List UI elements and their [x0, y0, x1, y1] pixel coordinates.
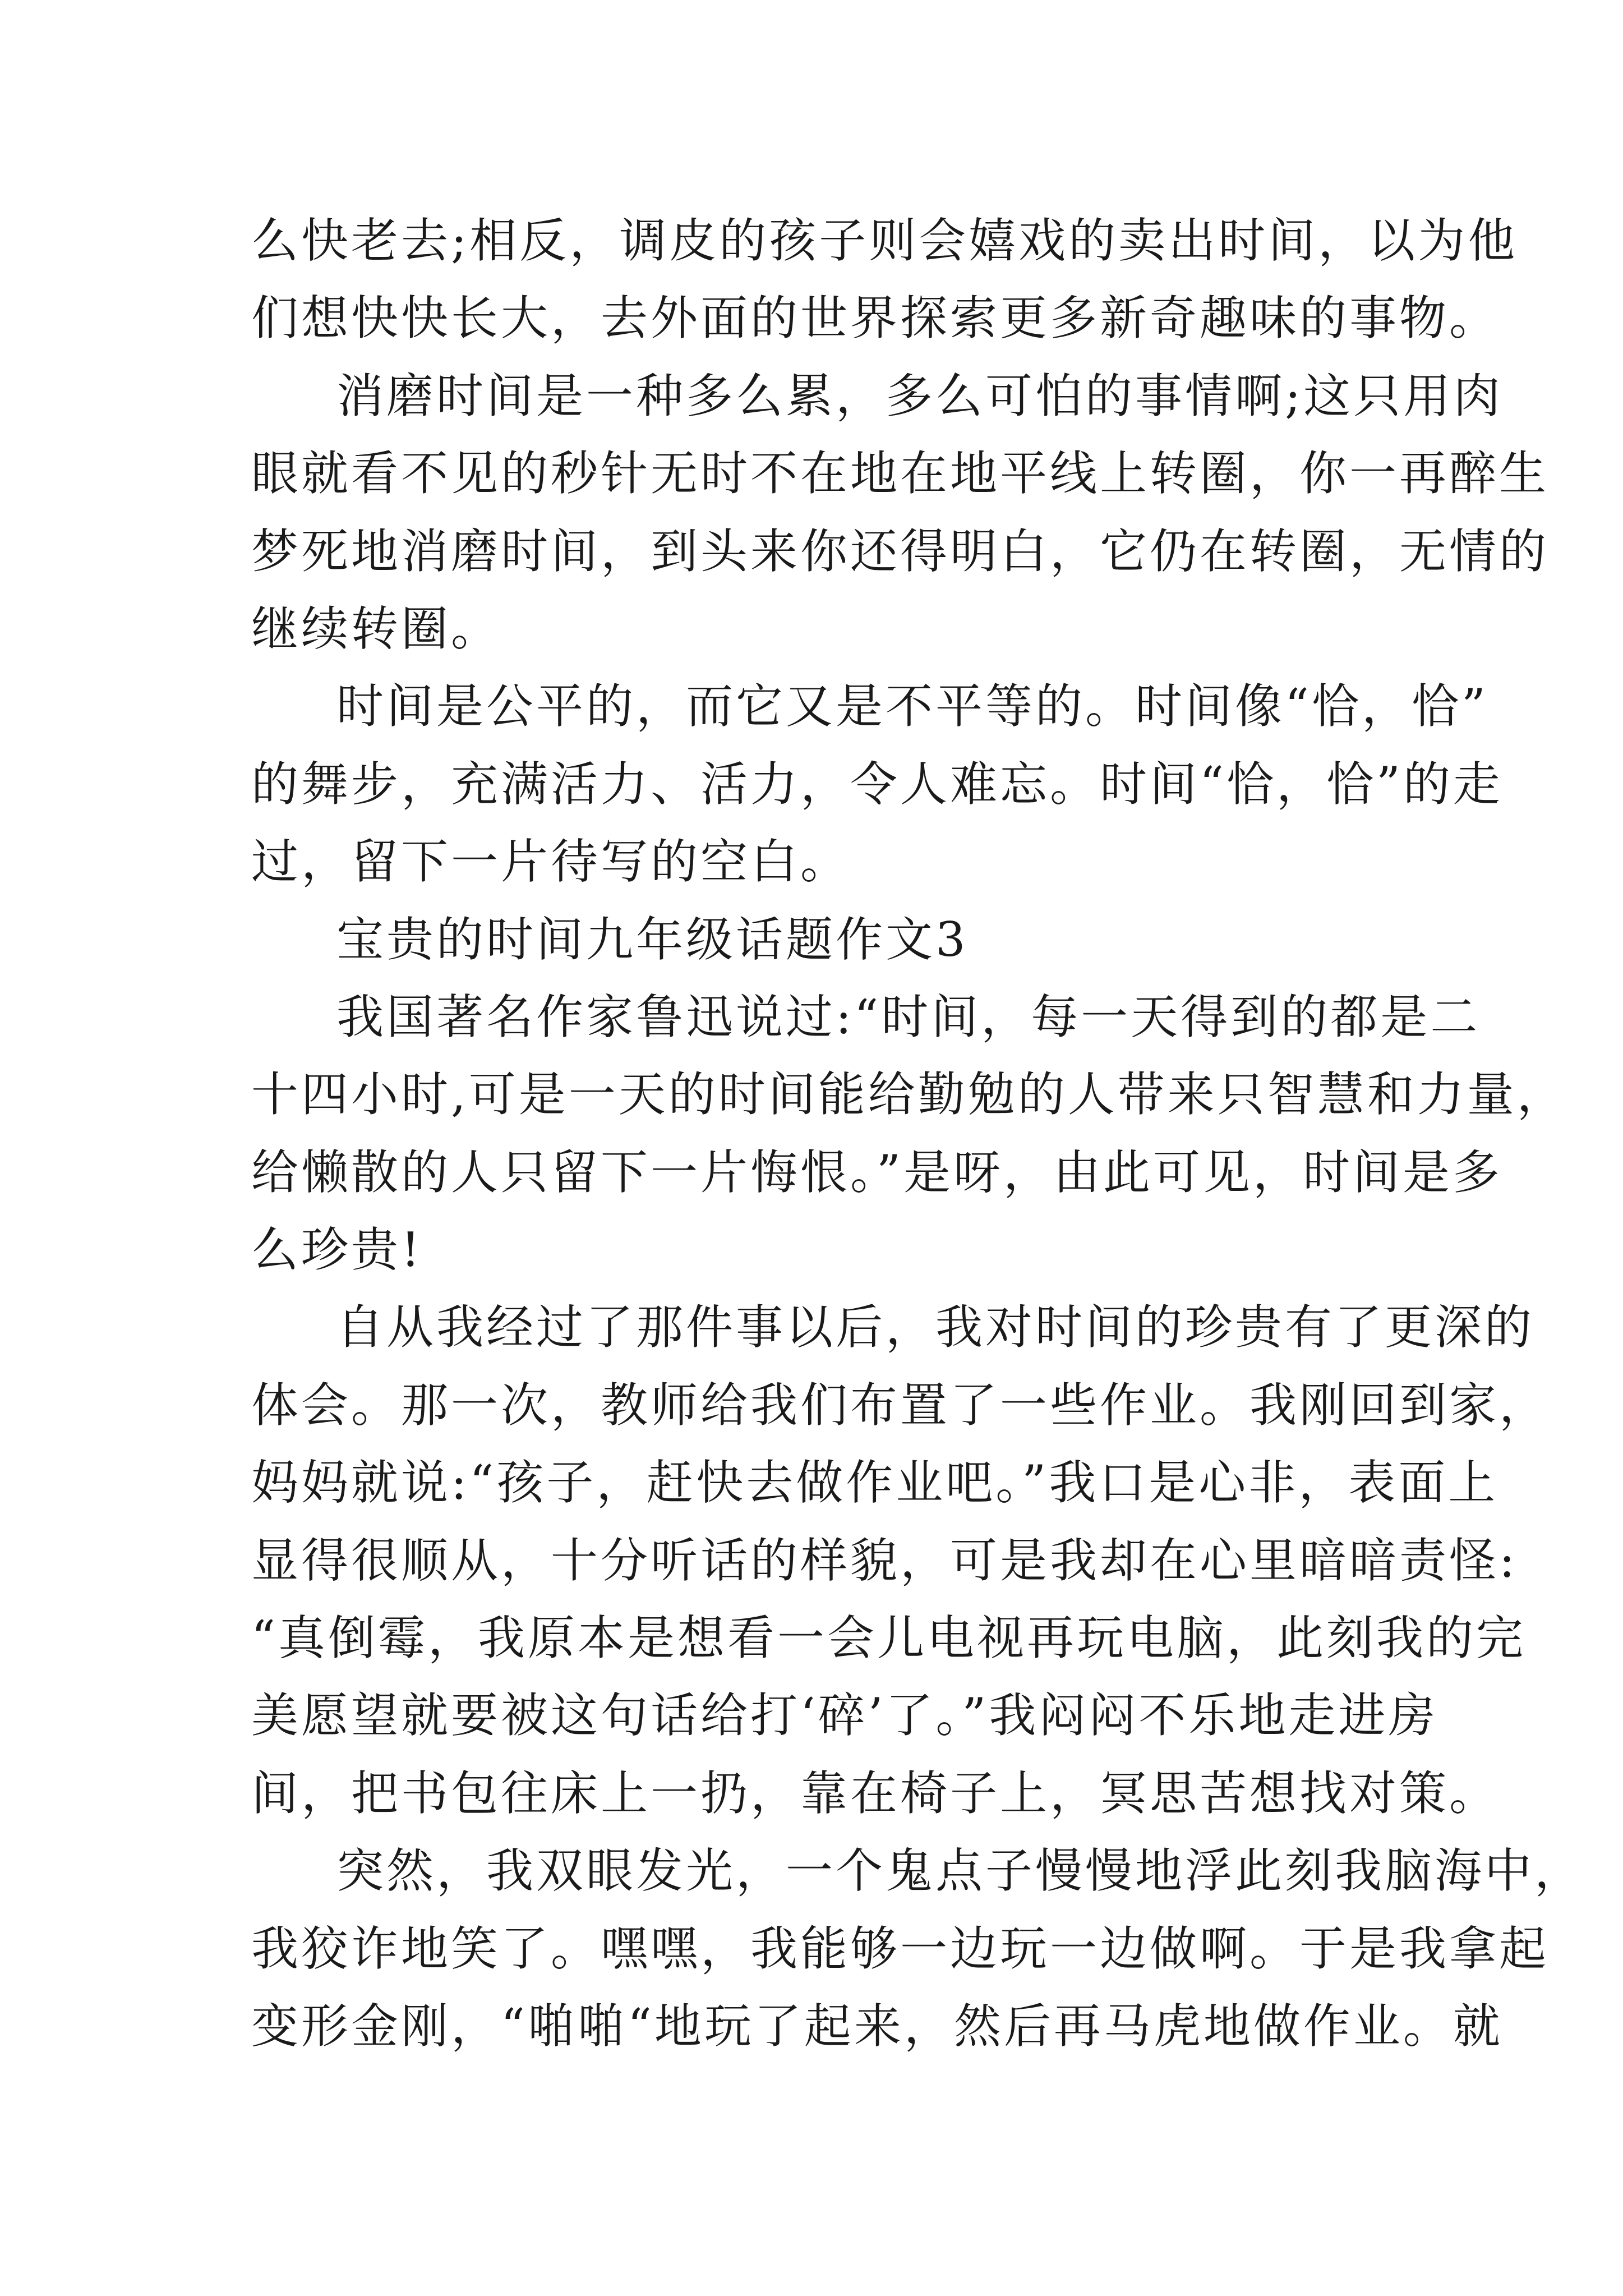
text-line: 的舞步，充满活力、活力，令人难忘。时间“恰，恰”的走 [251, 756, 1503, 812]
text-line: 消磨时间是一种多么累，多么可怕的事情啊;这只用肉 [336, 368, 1504, 424]
text-line: 美愿望就要被这句话给打‘碎’了。”我闷闷不乐地走进房 [251, 1688, 1438, 1743]
text-line: 自从我经过了那件事以后，我对时间的珍贵有了更深的 [336, 1300, 1535, 1355]
text-line: 么珍贵! [251, 1222, 423, 1278]
text-line: 妈妈就说:“孩子，赶快去做作业吧。”我口是心非，表面上 [251, 1455, 1498, 1511]
text-line: 我狡诈地笑了。嘿嘿，我能够一边玩一边做啊。于是我拿起 [251, 1921, 1550, 1976]
text-line: 宝贵的时间九年级话题作文3 [336, 912, 969, 967]
text-line: 眼就看不见的秒针无时不在地在地平线上转圈，你一再醉生 [251, 446, 1550, 501]
text-line: “真倒霉，我原本是想看一会儿电视再玩电脑，此刻我的完 [251, 1611, 1526, 1666]
text-line: 过，留下一片待写的空白。 [251, 834, 851, 890]
text-line: 们想快快长大，去外面的世界探索更多新奇趣味的事物。 [251, 291, 1500, 346]
text-line: 显得很顺从，十分听话的样貌，可是我却在心里暗暗责怪: [251, 1533, 1518, 1588]
text-line: 十四小时,可是一天的时间能给勤勉的人带来只智慧和力量， [251, 1067, 1567, 1122]
text-line: 间，把书包往床上一扔，靠在椅子上，冥思苦想找对策。 [251, 1765, 1500, 1821]
text-line: 体会。那一次，教师给我们布置了一些作业。我刚回到家， [251, 1377, 1550, 1433]
text-line: 梦死地消磨时间，到头来你还得明白，它仍在转圈，无情的 [251, 523, 1550, 579]
text-line: 我国著名作家鲁迅说过:“时间，每一天得到的都是二 [336, 989, 1481, 1045]
essay-text-block [251, 202, 1585, 2065]
text-line: 继续转圈。 [251, 601, 501, 656]
text-line: 突然，我双眼发光，一个鬼点子慢慢地浮此刻我脑海中， [336, 1843, 1585, 1899]
text-line: 么快老去;相反，调皮的孩子则会嬉戏的卖出时间，以为他 [251, 213, 1518, 268]
text-line: 变形金刚，“啪啪“地玩了起来，然后再马虎地做作业。就 [251, 1998, 1503, 2054]
text-line: 给懒散的人只留下一片悔恨。”是呀，由此可见，时间是多 [251, 1144, 1502, 1200]
text-line: 时间是公平的，而它又是不平等的。时间像“恰，恰” [336, 679, 1488, 734]
